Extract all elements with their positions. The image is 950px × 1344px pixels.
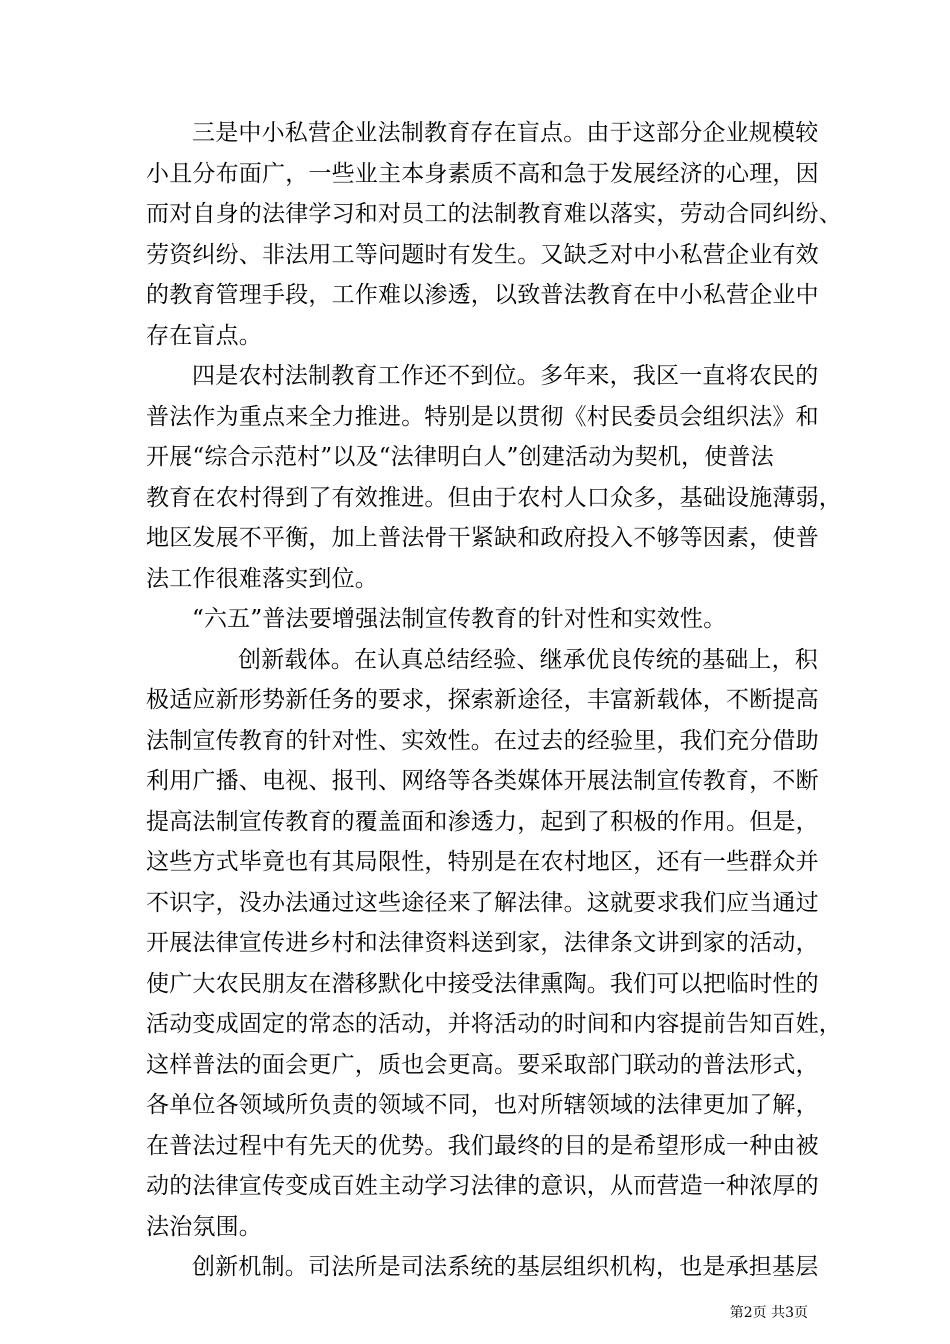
text-line: 极适应新形势新任务的要求，探索新途径，丰富新载体，不断提高 xyxy=(146,687,819,713)
text-line: 而对自身的法律学习和对员工的法制教育难以落实，劳动合同纠纷、 xyxy=(146,201,842,227)
paragraph xyxy=(146,1247,819,1288)
body-text xyxy=(146,113,842,1288)
text-line: 开展法律宣传进乡村和法律资料送到家，法律条文讲到家的活动， xyxy=(146,930,819,956)
text-line: 这些方式毕竟也有其局限性，特别是在农村地区，还有一些群众并 xyxy=(146,849,819,875)
text-line: 活动变成固定的常态的活动，并将活动的时间和内容提前告知百姓， xyxy=(146,1011,842,1037)
paragraph xyxy=(146,599,816,640)
text-line: 创新载体。在认真总结经验、继承优良传统的基础上，积 xyxy=(238,646,818,673)
text-line: 法工作很难落实到位。 xyxy=(146,565,378,592)
text-line: 地区发展不平衡，加上普法骨干紧缺和政府投入不够等因素，使普 xyxy=(146,525,819,551)
text-line: 这样普法的面会更广，质也会更高。要采取部门联动的普法形式， xyxy=(146,1051,819,1078)
text-line: 小且分布面广，一些业主本身素质不高和急于发展经济的心理，因 xyxy=(146,160,819,187)
text-line: 各单位各领域所负责的领域不同，也对所辖领域的法律更加了解， xyxy=(146,1092,819,1118)
text-line: 三是中小私营企业法制教育存在盲点。由于这部分企业规模较 xyxy=(192,120,819,146)
text-line: 利用广播、电视、报刊、网络等各类媒体开展法制宣传教育，不断 xyxy=(146,768,819,794)
paragraph xyxy=(146,113,842,356)
text-line: 使广大农民朋友在潜移默化中接受法律熏陶。我们可以把临时性的 xyxy=(146,970,819,997)
text-line: 在普法过程中有先天的优势。我们最终的目的是希望形成一种由被 xyxy=(146,1132,819,1159)
text-line: 不识字，没办法通过这些途径来了解法律。这就要求我们应当通过 xyxy=(146,889,819,916)
text-line: 提高法制宣传教育的覆盖面和渗透力，起到了积极的作用。但是， xyxy=(146,808,819,835)
paragraph xyxy=(146,640,842,1248)
paragraph xyxy=(146,356,842,599)
text-line: 普法作为重点来全力推进。特别是以贯彻《村民委员会组织法》和 xyxy=(146,403,819,430)
text-line: 存在盲点。 xyxy=(146,322,262,349)
text-line: 动的法律宣传变成百姓主动学习法律的意识，从而营造一种浓厚的 xyxy=(146,1173,819,1199)
text-line: 四是农村法制教育工作还不到位。多年来，我区一直将农民的 xyxy=(192,363,819,389)
text-line: 教育在农村得到了有效推进。但由于农村人口众多，基础设施薄弱， xyxy=(146,484,842,511)
page-number: 第2页 共3页 xyxy=(729,1305,808,1321)
text-line: 法制宣传教育的针对性、实效性。在过去的经验里，我们充分借助 xyxy=(146,727,819,754)
text-line: 开展“综合示范村”以及“法律明白人”创建活动为契机，使普法 xyxy=(146,444,774,470)
text-line: 的教育管理手段，工作难以渗透，以致普法教育在中小私营企业中 xyxy=(146,282,819,308)
text-line: 劳资纠纷、非法用工等问题时有发生。又缺乏对中小私营企业有效 xyxy=(146,241,819,268)
text-line: “六五”普法要增强法制宣传教育的针对性和实效性。 xyxy=(192,606,727,632)
text-line: 法治氛围。 xyxy=(146,1213,262,1240)
text-line: 创新机制。司法所是司法系统的基层组织机构，也是承担基层 xyxy=(192,1254,819,1280)
